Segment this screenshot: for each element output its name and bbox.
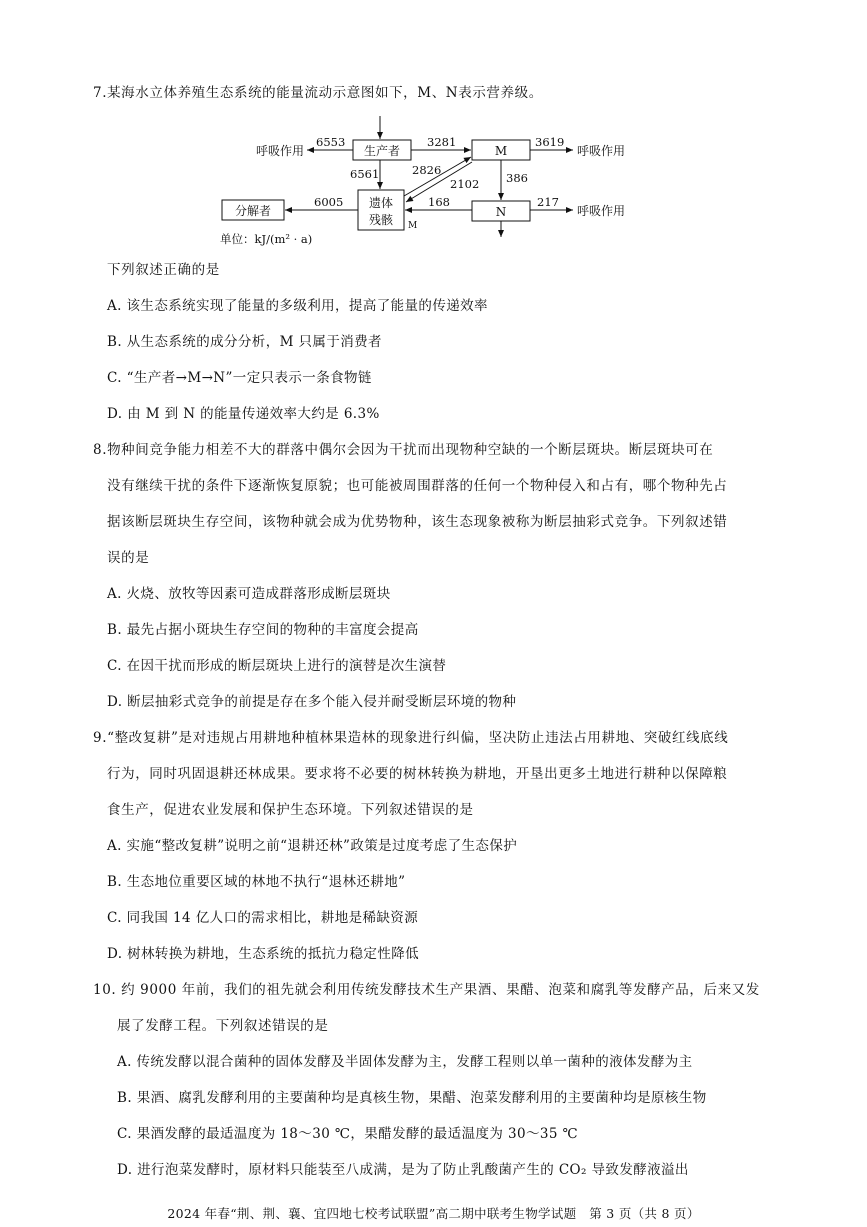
q8-option-b: B. 最先占据小斑块生存空间的物种的丰富度会提高 — [107, 622, 419, 638]
value-6005: 6005 — [314, 195, 344, 209]
value-386: 386 — [506, 171, 528, 185]
producer-label: 生产者 — [363, 144, 401, 158]
value-6553: 6553 — [316, 135, 346, 149]
q7-option-c: C. “生产者→M→N”一定只表示一条食物链 — [107, 370, 372, 386]
decomposer-label: 分解者 — [234, 204, 272, 218]
q9-option-a: A. 实施“整改复耕”说明之前“退耕还林”政策是过度考虑了生态保护 — [107, 838, 518, 854]
remains-m-mark: M — [408, 221, 418, 231]
q9-line-3: 食生产，促进农业发展和保护生态环境。下列叙述错误的是 — [107, 802, 474, 818]
q8-option-d: D. 断层抽彩式竞争的前提是存在多个能入侵并耐受断层环境的物种 — [107, 694, 517, 710]
value-217: 217 — [537, 195, 559, 209]
m-label: M — [494, 144, 508, 158]
q9-option-d: D. 树林转换为耕地，生态系统的抵抗力稳定性降低 — [107, 946, 420, 962]
value-2826: 2826 — [412, 163, 442, 177]
q10-line-2: 展了发酵工程。下列叙述错误的是 — [117, 1018, 329, 1034]
q9-option-c: C. 同我国 14 亿人口的需求相比，耕地是稀缺资源 — [107, 910, 419, 926]
value-3619: 3619 — [535, 135, 565, 149]
unit-label: 单位：kJ/(m² · a) — [220, 232, 313, 246]
q8-line-4: 误的是 — [107, 550, 150, 566]
q8-line-2: 没有继续干扰的条件下逐渐恢复原貌；也可能被周围群落的任何一个物种侵入和占有，哪个物种先占 — [107, 478, 728, 494]
remains-label-1: 遗体 — [368, 196, 394, 210]
q10-line-1: 10. 约 9000 年前，我们的祖先就会利用传统发酵技术生产果酒、果醋、泡菜和腐乳等发酵产品，后来又发 — [93, 982, 760, 998]
q10-option-d: D. 进行泡菜发酵时，原材料只能装至八成满，是为了防止乳酸菌产生的 CO₂ 导致发酵液溢出 — [117, 1162, 689, 1178]
q7-option-d: D. 由 M 到 N 的能量传递效率大约是 6.3% — [107, 406, 380, 422]
q8-line-3: 据该断层斑块生存空间，该物种就会成为优势物种，该生态现象被称为断层抽彩式竞争。下列叙述错 — [107, 514, 728, 530]
resp-left-label: 呼吸作用 — [255, 144, 304, 158]
remains-label-2: 残骸 — [368, 213, 394, 227]
page-footer: 2024 年春“荆、荆、襄、宜四地七校考试联盟”高二期中联考生物学试题 第 3 页（共 8 页） — [167, 1206, 700, 1221]
q9-option-b: B. 生态地位重要区域的林地不执行“退林还耕地” — [107, 874, 406, 890]
q9-line-2: 行为，同时巩固退耕还林成果。要求将不必要的树林转换为耕地，开垦出更多土地进行耕种以保障粮 — [107, 766, 728, 782]
q8-option-c: C. 在因干扰而形成的断层斑块上进行的演替是次生演替 — [107, 658, 447, 674]
value-3281: 3281 — [427, 135, 457, 149]
value-6561: 6561 — [350, 167, 380, 181]
resp-n-label: 呼吸作用 — [577, 204, 626, 218]
q9-line-1: 9.“整改复耕”是对违规占用耕地种植林果造林的现象进行纠偏，坚决防止违法占用耕地、突破红线底线 — [93, 730, 729, 746]
value-2102: 2102 — [450, 177, 480, 191]
q10-option-a: A. 传统发酵以混合菌种的固体发酵及半固体发酵为主，发酵工程则以单一菌种的液体发酵为主 — [117, 1054, 693, 1070]
q10-option-c: C. 果酒发酵的最适温度为 18～30 ℃，果醋发酵的最适温度为 30～35 ℃ — [117, 1126, 579, 1142]
energy-flow-diagram — [220, 112, 660, 252]
q7-option-b: B. 从生态系统的成分分析，M 只属于消费者 — [107, 334, 382, 350]
resp-m-label: 呼吸作用 — [577, 144, 626, 158]
n-label: N — [495, 205, 507, 219]
q8-option-a: A. 火烧、放牧等因素可造成群落形成断层斑块 — [107, 586, 391, 602]
value-168: 168 — [428, 195, 450, 209]
q10-option-b: B. 果酒、腐乳发酵利用的主要菌种均是真核生物，果醋、泡菜发酵利用的主要菌种均是原核生物 — [117, 1090, 707, 1106]
q7-option-a: A. 该生态系统实现了能量的多级利用，提高了能量的传递效率 — [107, 298, 488, 314]
q7-prompt: 下列叙述正确的是 — [107, 262, 220, 278]
q8-line-1: 8.物种间竞争能力相差不大的群落中偶尔会因为干扰而出现物种空缺的一个断层斑块。断层斑块可在 — [93, 442, 714, 458]
q7-stem: 7.某海水立体养殖生态系统的能量流动示意图如下，M、N表示营养级。 — [93, 85, 543, 101]
